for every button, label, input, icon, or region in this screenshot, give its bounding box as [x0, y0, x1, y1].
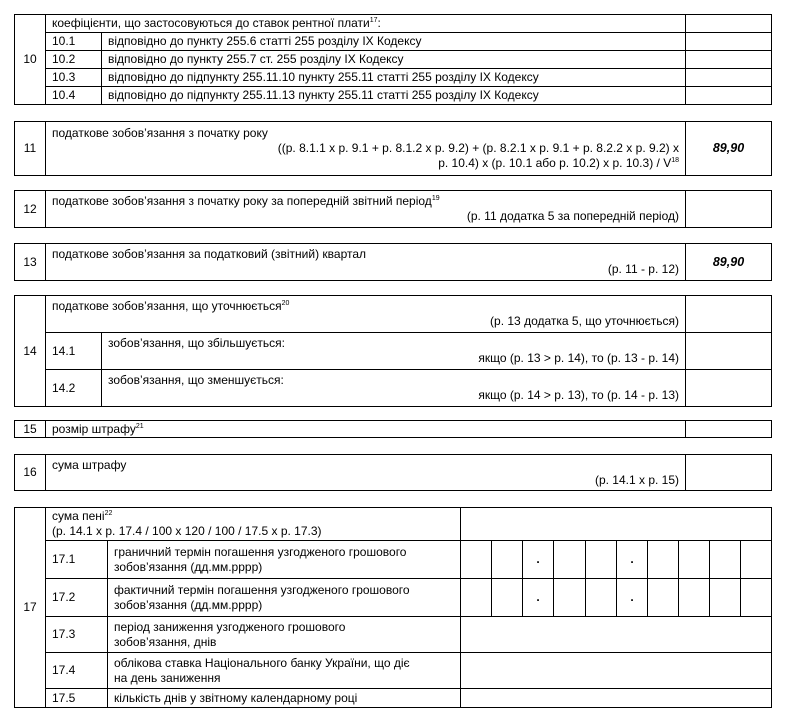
date-digit-cell[interactable]	[586, 579, 617, 617]
row-17-5-value-cell[interactable]	[461, 689, 772, 708]
row-15-number: 15	[15, 421, 46, 438]
date-digit-cell[interactable]	[492, 541, 523, 579]
row-12-table	[14, 190, 772, 228]
row-17-title: сума пені$^{22}$	[52, 509, 113, 523]
row-17-4-value-cell[interactable]	[461, 653, 772, 689]
row-17-4-line1: облікова ставка Національного банку України, що діє	[114, 655, 410, 670]
row-14-1-code: 14.1	[46, 333, 102, 370]
row-10-3-value-cell[interactable]	[686, 69, 772, 87]
row-11-table	[14, 121, 772, 176]
date-digit-cell[interactable]	[710, 579, 741, 617]
date-digit-cell[interactable]	[492, 579, 523, 617]
date-separator: .	[523, 579, 554, 617]
row-14-title: податкове зобов’язання, що уточнюється$^{20}$	[52, 299, 290, 313]
row-17-value-cell[interactable]	[461, 508, 772, 541]
row-13-table	[14, 243, 772, 281]
row-10-value-cell[interactable]	[686, 15, 772, 33]
row-17-3-value-cell[interactable]	[461, 617, 772, 653]
date-digit-cell[interactable]	[554, 579, 586, 617]
row-16-table	[14, 454, 772, 491]
row-17-3-code: 17.3	[46, 617, 108, 653]
row-17-4-text	[108, 653, 461, 689]
row-12-formula: (р. 11 додатка 5 за попередній період)	[466, 209, 679, 223]
date-digit-cell[interactable]	[554, 541, 586, 579]
row-16-formula: (р. 14.1 х р. 15)	[594, 472, 679, 487]
date-digit-cell[interactable]	[648, 541, 679, 579]
row-10-1-code: 10.1	[46, 33, 102, 51]
row-14-1-text: зобов’язання, що збільшується:	[108, 336, 285, 350]
row-17-1-line2: зобов’язання (дд.мм.рррр)	[114, 559, 263, 574]
row-12-number: 12	[15, 191, 46, 228]
row-17-number: 17	[15, 508, 46, 708]
row-13-title: податкове зобов’язання за податковий (звітний) квартал	[52, 247, 367, 261]
date-separator: .	[617, 579, 648, 617]
row-17-formula: (р. 14.1 х р. 17.4 / 100 х 120 / 100 / 17.5 х р. 17.3)	[52, 524, 322, 538]
row-10-3-code: 10.3	[46, 69, 102, 87]
row-10-number: 10	[15, 15, 46, 105]
row-10-4-code: 10.4	[46, 87, 102, 105]
row-17-2-code: 17.2	[46, 579, 108, 617]
row-14-1-value-cell[interactable]	[686, 333, 772, 370]
row-10-3-text: відповідно до підпункту 255.11.10 пункту 255.11 статті 255 розділу IX Кодексу	[102, 69, 686, 87]
date-digit-cell[interactable]	[679, 541, 710, 579]
row-14-value-cell[interactable]	[686, 296, 772, 333]
row-14-2-description	[102, 370, 686, 407]
row-13-description	[46, 244, 686, 281]
row-16-number: 16	[15, 455, 46, 491]
date-digit-cell[interactable]	[461, 541, 492, 579]
row-11-formula-line2: р. 10.4) х (р. 10.1 або р. 10.2) х р. $10.3) / V^{18}$	[438, 156, 679, 170]
row-11-number: 11	[15, 122, 46, 176]
row-11-description	[46, 122, 686, 176]
row-12-description	[46, 191, 686, 228]
row-11-title: податкове зобов’язання з початку року	[52, 126, 268, 140]
row-17-1-code: 17.1	[46, 541, 108, 579]
row-17-3-text	[108, 617, 461, 653]
row-15-title: розмір штрафу$^{21}$	[46, 421, 686, 438]
row-10-2-text: відповідно до пункту 255.7 ст. 255 розділу IX Кодексу	[102, 51, 686, 69]
date-digit-cell[interactable]	[586, 541, 617, 579]
row-17-2-line2: зобов’язання (дд.мм.рррр)	[114, 597, 263, 612]
row-14-1-description	[102, 333, 686, 370]
row-16-value-cell[interactable]	[686, 455, 772, 491]
date-digit-cell[interactable]	[710, 541, 741, 579]
row-17-description	[46, 508, 461, 541]
date-digit-cell[interactable]	[741, 579, 772, 617]
row-14-2-code: 14.2	[46, 370, 102, 407]
row-14-description	[46, 296, 686, 333]
row-15-table	[14, 420, 772, 438]
date-digit-cell[interactable]	[461, 579, 492, 617]
row-17-2-text	[108, 579, 461, 617]
row-14-2-value-cell[interactable]	[686, 370, 772, 407]
row-10-title: коефіцієнти, що застосовуються до ставок рентної плати$^{17}$:	[46, 15, 686, 33]
row-13-value[interactable]: 89,90	[686, 244, 772, 281]
row-11-value[interactable]: 89,90	[686, 122, 772, 176]
row-12-title: податкове зобов’язання з початку року за попередній звітний період$^{19}$	[52, 194, 440, 208]
date-separator: .	[617, 541, 648, 579]
row-17-5-code: 17.5	[46, 689, 108, 708]
row-17-4-code: 17.4	[46, 653, 108, 689]
row-14-2-text: зобов’язання, що зменшується:	[108, 373, 284, 387]
row-14-2-formula: якщо (р. 14 > р. 13), то (р. 14 - р. 13)	[478, 388, 680, 402]
row-17-1-text	[108, 541, 461, 579]
date-separator: .	[523, 541, 554, 579]
row-16-description	[46, 455, 686, 491]
row-10-4-value-cell[interactable]	[686, 87, 772, 105]
row-14-table	[14, 295, 772, 407]
row-17-5-text: кількість днів у звітному календарному році	[108, 689, 461, 708]
row-10-4-text: відповідно до підпункту 255.11.13 пункту 255.11 статті 255 розділу IX Кодексу	[102, 87, 686, 105]
row-10-table	[14, 14, 772, 105]
row-10-1-value-cell[interactable]	[686, 33, 772, 51]
row-13-number: 13	[15, 244, 46, 281]
row-15-value-cell[interactable]	[686, 421, 772, 438]
date-digit-cell[interactable]	[648, 579, 679, 617]
row-17-4-line2: на день заниження	[114, 670, 221, 685]
row-14-1-formula: якщо (р. 13 > р. 14), то (р. 13 - р. 14)	[478, 351, 680, 365]
row-17-3-line1: період заниження узгодженого грошового	[114, 619, 346, 634]
row-17-3-line2: зобов’язання, днів	[114, 634, 217, 649]
row-17-2-line1: фактичний термін погашення узгодженого грошового	[114, 582, 410, 597]
date-digit-cell[interactable]	[679, 579, 710, 617]
date-digit-cell[interactable]	[741, 541, 772, 579]
row-14-number: 14	[15, 296, 46, 407]
row-14-formula: (р. 13 додатка 5, що уточнюється)	[490, 314, 680, 328]
row-17-table	[14, 507, 772, 708]
row-13-formula: (р. 11 - р. 12)	[607, 262, 679, 276]
row-12-value-cell[interactable]	[686, 191, 772, 228]
row-17-1-line1: граничний термін погашення узгодженого грошового	[114, 544, 407, 559]
row-16-title: сума штрафу	[52, 457, 127, 472]
row-10-2-value-cell[interactable]	[686, 51, 772, 69]
row-11-formula-line1: ((р. 8.1.1 х р. 9.1 + р. 8.1.2 х р. 9.2) + (р. 8.2.1 х р. 9.1 + р. 8.2.2 х р. 9.2) х	[277, 141, 679, 155]
row-10-1-text: відповідно до пункту 255.6 статті 255 розділу IX Кодексу	[102, 33, 686, 51]
row-10-2-code: 10.2	[46, 51, 102, 69]
